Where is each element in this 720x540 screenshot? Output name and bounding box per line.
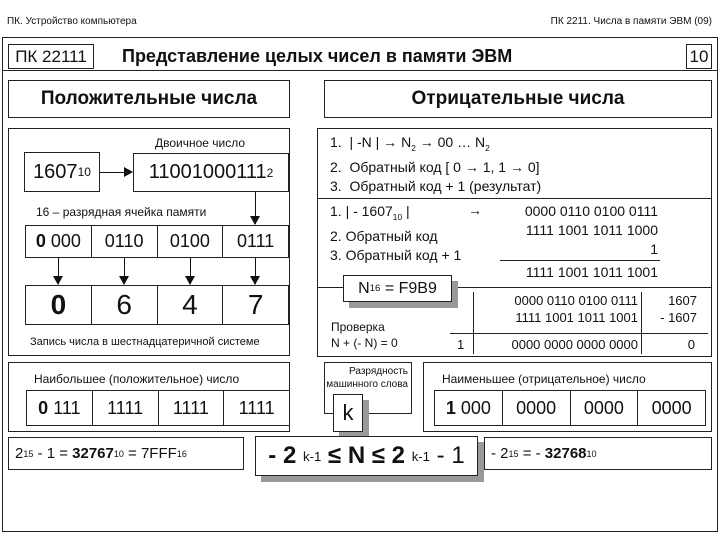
f: 2: [15, 445, 24, 462]
r-exp: k-1: [302, 448, 322, 464]
example-steps: [330, 202, 461, 265]
f-sub: 10: [586, 448, 597, 459]
arrow-down-icon: [58, 258, 59, 284]
slide-number: 10: [686, 44, 712, 69]
rule-num: 1.: [330, 134, 342, 150]
memory-cell: 0000: [502, 391, 570, 425]
word-size-label: Разрядность машинного слова: [326, 366, 408, 390]
negative-heading: Отрицательные числа: [324, 80, 712, 118]
memory-cell: 0100: [157, 226, 223, 257]
max-cells: [26, 390, 290, 426]
n16-value: = F9B9: [380, 279, 437, 297]
header-right: ПК 2211. Числа в памяти ЭВМ (09): [550, 16, 712, 27]
value-row: 1: [650, 241, 658, 257]
check-label: [331, 319, 398, 351]
f-sub: 10: [113, 448, 124, 459]
f: = -: [518, 445, 545, 462]
check-title: Проверка: [331, 320, 385, 334]
max-formula: [8, 437, 244, 470]
binary-box: [133, 153, 289, 192]
binary-base: 2: [266, 165, 274, 180]
step-text: |: [402, 203, 410, 219]
check-result: 0000 0000 0000 0000: [511, 337, 638, 352]
rule-num: 2.: [330, 158, 342, 175]
check-result-dec: 0: [687, 337, 695, 352]
title-divider: [2, 70, 718, 71]
f-exp: 15: [23, 448, 34, 459]
binary-value: 11001000111: [148, 161, 267, 183]
f-sub: 16: [176, 448, 187, 459]
arrow-down-icon: [124, 258, 125, 284]
rule-num: 3.: [330, 177, 342, 194]
arrow: →: [468, 202, 482, 218]
memory-cell-row: [25, 225, 289, 258]
rule-sub: 2: [485, 142, 490, 153]
max-label: Наибольшее (положительное) число: [34, 372, 240, 386]
f: = 7FFF: [123, 445, 177, 462]
value-row: 0000 0110 0100 0111: [524, 203, 658, 219]
check-row: 0000 0110 0100 0111: [514, 293, 638, 308]
memory-cell: [435, 391, 502, 425]
sign-bit: 0: [35, 231, 46, 251]
code-box: ПК 22111: [8, 44, 94, 69]
rule-text: Обратный код + 1 (результат): [349, 177, 542, 194]
f: - 1 =: [33, 445, 73, 462]
r: - 2: [268, 442, 303, 469]
arrow-right-icon: [124, 167, 133, 177]
min-formula: [484, 437, 712, 470]
sum-line: [450, 333, 708, 334]
step-text: 2. Обратный код: [330, 227, 438, 244]
k-box: k: [333, 394, 363, 432]
sign-bit: 0: [38, 397, 49, 418]
value-row: 1111 1001 1011 1000: [525, 222, 658, 238]
memory-cell: [26, 226, 91, 257]
n16-sub: 16: [369, 283, 381, 294]
hex-row: [25, 285, 289, 325]
sign-bit: 1: [445, 397, 456, 418]
f: - 2: [491, 445, 509, 462]
memory-cell: 0000: [637, 391, 705, 425]
check-decimal: [645, 292, 697, 326]
example-result: 1111 1001 1011 1001: [525, 264, 658, 280]
check-row: - 1607: [660, 310, 697, 325]
check-row: 1111 1001 1011 1001: [515, 310, 638, 325]
slide-title: Представление целых чисел в памяти ЭВМ: [122, 46, 513, 66]
range-formula: [255, 436, 478, 476]
divider: [641, 292, 642, 354]
decimal-base: 10: [77, 165, 91, 179]
header-left: ПК. Устройство компьютера: [7, 16, 137, 27]
arrow-right: [100, 172, 126, 173]
check-binary: [476, 292, 638, 326]
memory-cell: 0000: [570, 391, 638, 425]
n16-box: [343, 275, 452, 302]
decimal-box: [24, 152, 100, 192]
rule-sub: 2: [411, 142, 416, 153]
rule-text: Обратный код [ 0 → 1, 1 → 0]: [349, 158, 540, 175]
memory-cell: 0111: [222, 226, 288, 257]
carry-bit: 1: [457, 337, 465, 352]
f-exp: 15: [508, 448, 519, 459]
memory-cell: [27, 391, 92, 425]
cell-bits: 111: [48, 397, 81, 418]
r-exp: k-1: [411, 448, 431, 464]
r: ≤ N ≤ 2: [321, 442, 412, 469]
cell-label: 16 – разрядная ячейка памяти: [36, 205, 207, 219]
cell-bits: 000: [455, 397, 491, 418]
hex-digit: 6: [91, 286, 157, 324]
step-sub: 10: [392, 211, 403, 222]
divider: [473, 292, 474, 354]
memory-cell: 0110: [91, 226, 157, 257]
min-cells: [434, 390, 706, 426]
rule-text: → 00 … N: [419, 134, 486, 150]
binary-label: Двоичное число: [155, 136, 246, 150]
arrow-down-icon: [190, 258, 191, 284]
rules-list: [330, 133, 541, 196]
check-formula: N + (- N) = 0: [331, 336, 398, 350]
min-label: Наименьшее (отрицательное) число: [442, 372, 646, 386]
hex-digit: 0: [50, 289, 67, 320]
arrow-down-icon: [255, 258, 256, 284]
hex-digit: 7: [222, 286, 288, 324]
r: - 1: [430, 442, 465, 469]
hex-digit: 4: [157, 286, 223, 324]
divider: [317, 198, 712, 199]
arrow-down-icon: [255, 192, 256, 224]
step-text: 3. Обратный код + 1: [330, 246, 462, 263]
memory-cell: 1111: [92, 391, 158, 425]
check-row: 1607: [668, 293, 697, 308]
n16-label: N: [358, 279, 370, 297]
example-values: [500, 202, 658, 259]
sum-line: [500, 260, 660, 261]
step-text: 1. | - 1607: [330, 203, 393, 219]
memory-cell: 1111: [158, 391, 224, 425]
positive-heading: Положительные числа: [8, 80, 290, 118]
decimal-value: 1607: [33, 160, 78, 183]
f-val: 32768: [544, 445, 587, 462]
hex-caption: Запись числа в шестнадцатеричной системе: [30, 336, 260, 348]
rule-text: | -N | → N: [349, 134, 412, 150]
memory-cell: 1111: [223, 391, 289, 425]
cell-bits: 000: [45, 231, 81, 251]
f-val: 32767: [72, 445, 114, 462]
